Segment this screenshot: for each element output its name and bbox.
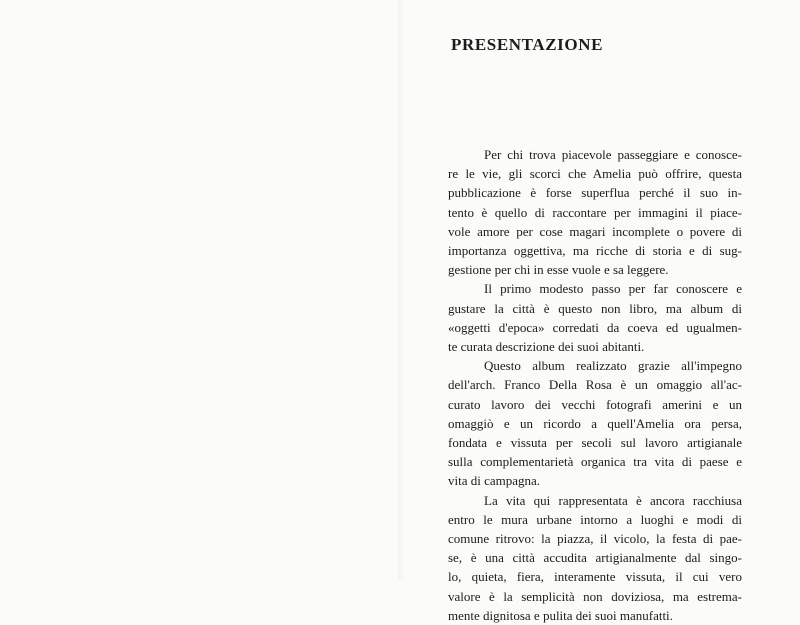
paragraph-2 bbox=[448, 279, 742, 356]
text-line: lo, quieta, fiera, interamente vissuta, il cui vero bbox=[448, 569, 742, 585]
text-line: tento è quello di raccontare per immagini il piace- bbox=[448, 204, 742, 220]
page-heading: PRESENTAZIONE bbox=[451, 35, 604, 54]
text-line: valore è la semplicità non doviziosa, ma estrema- bbox=[448, 588, 742, 604]
text-line: comune ritrovo: la piazza, il vicolo, la festa di pae- bbox=[448, 531, 742, 547]
text-line: re le vie, gli scorci che Amelia può offrire, questa bbox=[448, 166, 742, 182]
paragraph-3 bbox=[448, 356, 742, 490]
text-line: dell'arch. Franco Della Rosa è un omaggio all'ac- bbox=[448, 377, 742, 393]
text-line: Per chi trova piacevole passeggiare e conosce- bbox=[484, 147, 742, 162]
right-page bbox=[400, 0, 800, 623]
text-line: Il primo modesto passo per far conoscere e bbox=[484, 281, 742, 297]
text-line: entro le mura urbane intorno a luoghi e modi di bbox=[448, 511, 742, 527]
text-line: omaggiò e un ricordo a quell'Amelia ora persa, bbox=[448, 415, 742, 431]
text-line: vita di campagna. bbox=[448, 473, 541, 489]
text-line: importanza oggettiva, ma ricche di storia e di sug- bbox=[448, 243, 742, 259]
text-line: gestione per chi in esse vuole e sa leggere. bbox=[448, 262, 669, 278]
text-line: Questo album realizzato grazie all'impegno bbox=[484, 358, 742, 374]
text-line: vole amore per cose magari incomplete o povere di bbox=[448, 223, 742, 239]
left-page-blank bbox=[0, 0, 400, 580]
text-line: «oggetti d'epoca» corredati da coeva ed ugualmen- bbox=[448, 319, 742, 335]
text-line: se, è una città accudita artigianalmente dal singo- bbox=[448, 550, 742, 566]
paragraph-4 bbox=[448, 491, 742, 625]
body-text bbox=[448, 145, 742, 625]
text-line: te curata descrizione dei suoi abitanti. bbox=[448, 339, 645, 355]
text-line: pubblicazione è forse superflua perché il suo in- bbox=[448, 185, 742, 201]
text-line: curato lavoro dei vecchi fotografi amerini e un bbox=[448, 396, 742, 412]
text-line: gustare la città è questo non libro, ma album di bbox=[448, 300, 742, 316]
paragraph-1 bbox=[448, 145, 742, 279]
text-line: sulla complementarietà organica tra vita di paese e bbox=[448, 454, 742, 470]
text-line: mente dignitosa e pulita dei suoi manufatti. bbox=[448, 607, 673, 623]
text-line: fondata e vissuta per secoli sul lavoro artigianale bbox=[448, 435, 742, 451]
text-line: La vita qui rappresentata è ancora racchiusa bbox=[484, 492, 742, 508]
